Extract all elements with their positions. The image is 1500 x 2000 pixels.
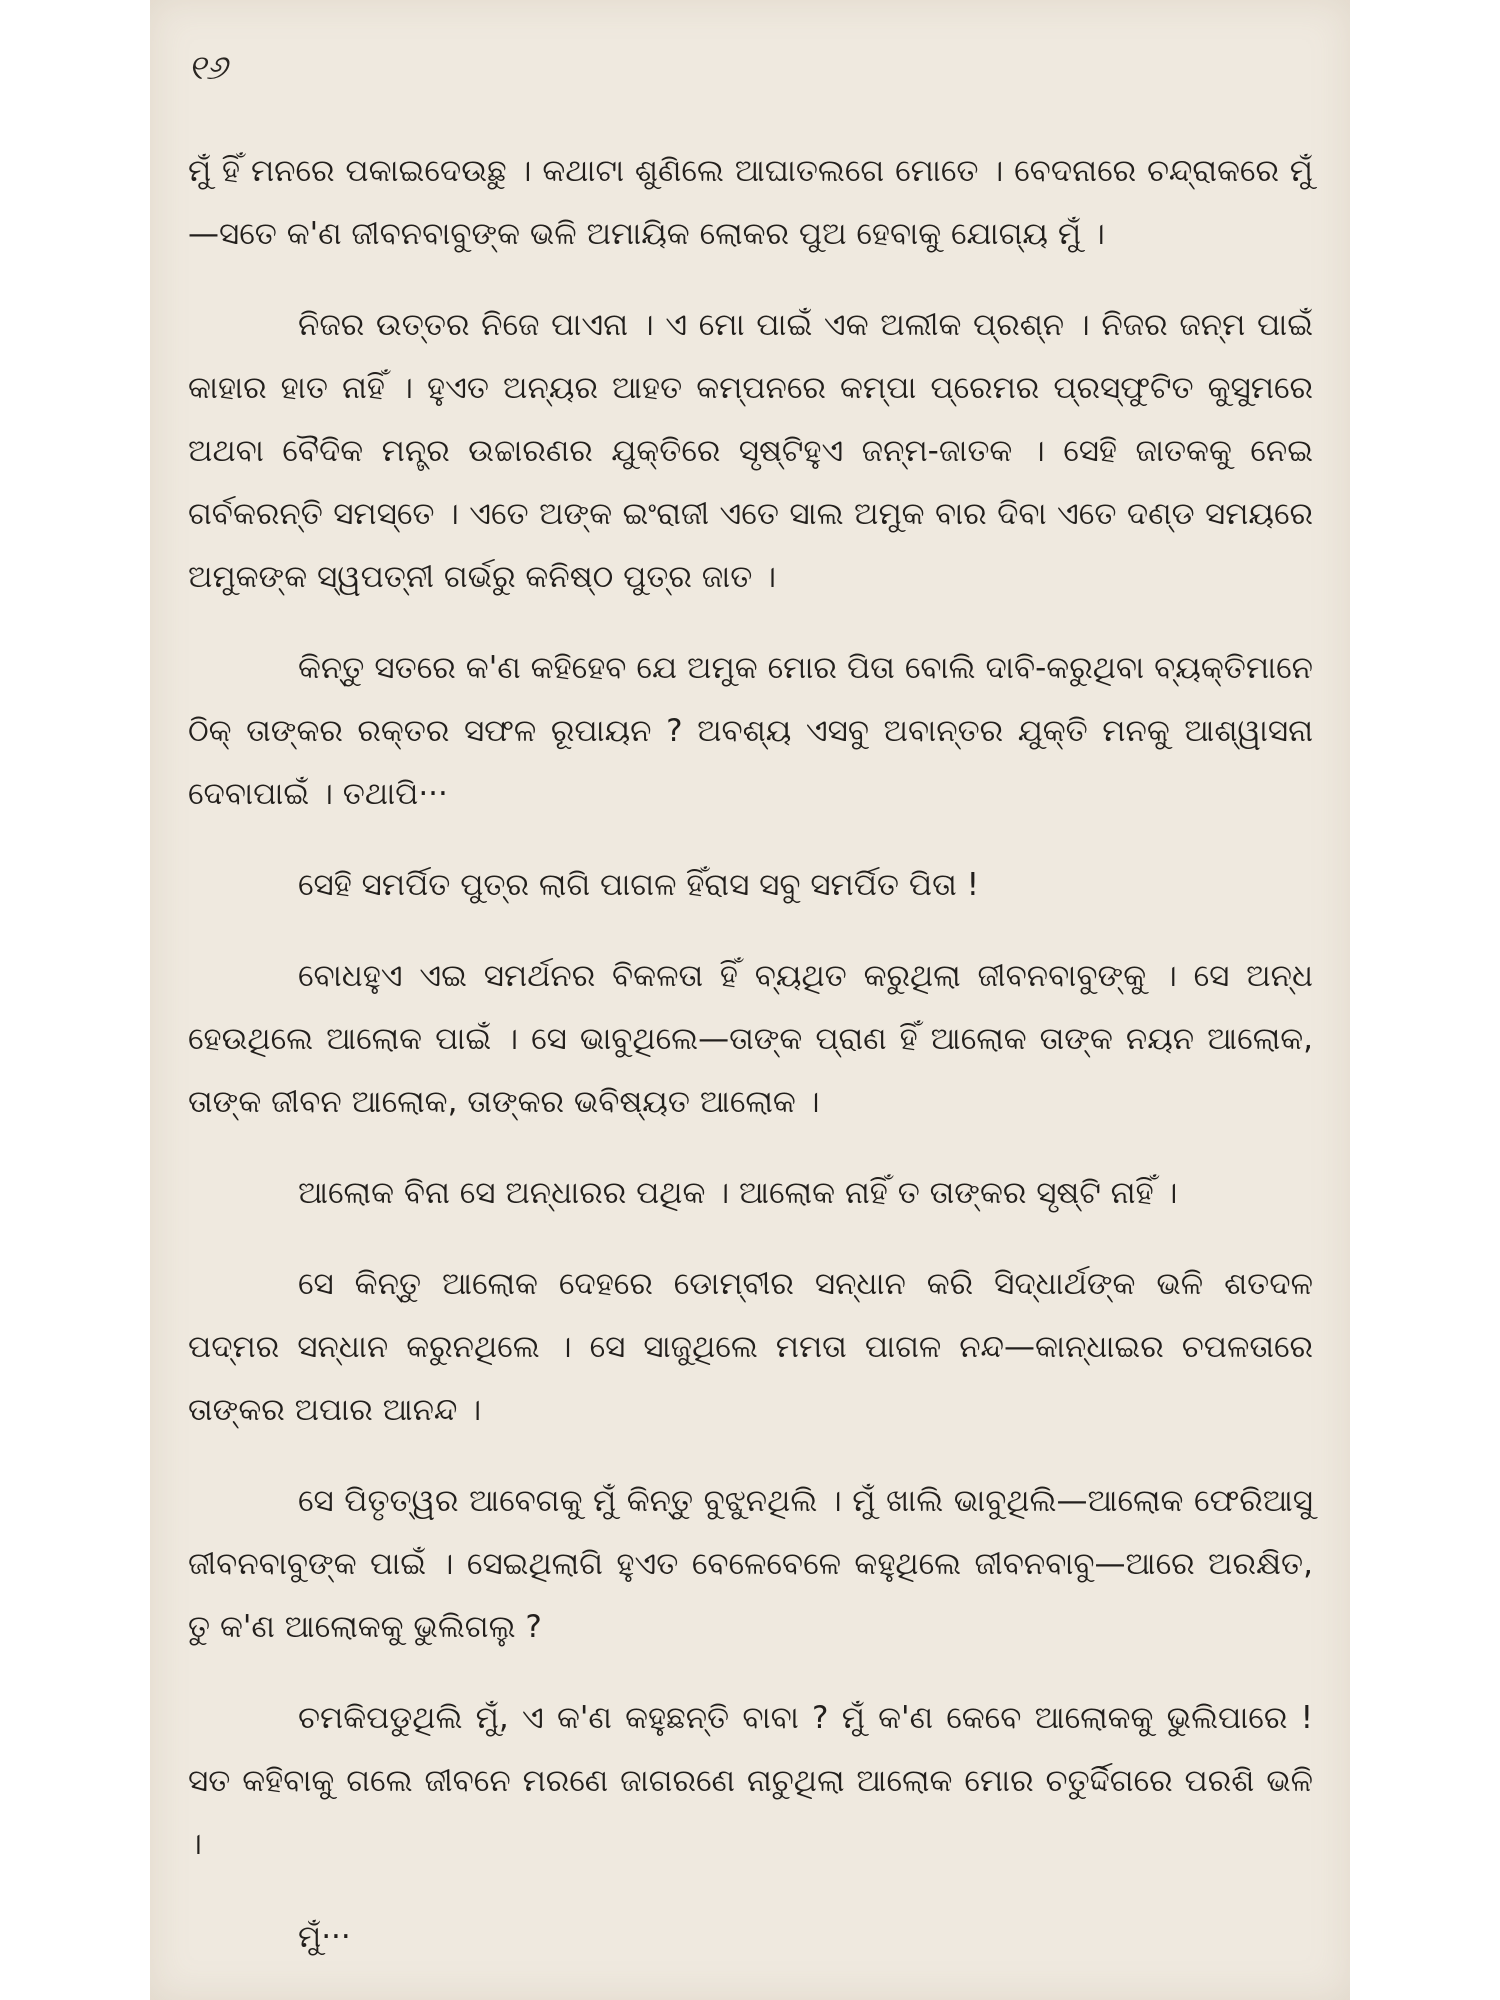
paragraph-1: ମୁଁ ହିଁ ମନରେ ପକାଇଦେଉଛୁ । କଥାଟା ଶୁଣିଲେ ଆଘାତଲଗେ ମୋତେ । ବେଦନାରେ ଚନ୍ଦ୍ରାକରେ ମୁଁ—ସତେ କ'ଣ ଜୀବନବାବୁଙ୍କ ଭଳି ଅମାୟିକ ଲୋକର ପୁଅ ହେବାକୁ ଯୋଗ୍ୟ ମୁଁ । — [188, 153, 1313, 252]
book-page — [150, 0, 1350, 2000]
paragraph-3: କିନ୍ତୁ ସତରେ କ'ଣ କହିହେବ ଯେ ଅମୁକ ମୋର ପିତା ବୋଲି ଦାବି-କରୁଥିବା ବ୍ୟକ୍ତିମାନେ ଠିକ୍ ତାଙ୍କର ରକ୍ତର ସଫଳ ରୂପାୟନ ? ଅବଶ୍ୟ ଏସବୁ ଅବାନ୍ତର ଯୁକ୍ତି ମନକୁ ଆଶ୍ୱାସନା ଦେବାପାଇଁ । ତଥାପି··· — [188, 650, 1313, 812]
paragraph-5: ବୋଧହୁଏ ଏଇ ସମର୍ଥନର ବିକଳତା ହିଁ ବ୍ୟଥିତ କରୁଥିଲା ଜୀବନବାବୁଙ୍କୁ । ସେ ଅନ୍ଧ ହେଉଥିଲେ ଆଲୋକ ପାଇଁ । ସେ ଭାବୁଥିଲେ—ତାଙ୍କ ପ୍ରାଣ ହିଁ ଆଲୋକ ତାଙ୍କ ନୟନ ଆଲୋକ, ତାଙ୍କ ଜୀବନ ଆଲୋକ, ତାଙ୍କର ଭବିଷ୍ୟତ ଆଲୋକ । — [188, 958, 1313, 1120]
paragraph-8: ସେ ପିତୃତ୍ୱର ଆବେଗକୁ ମୁଁ କିନ୍ତୁ ବୁଝୁନଥିଲି । ମୁଁ ଖାଲି ଭାବୁଥିଲି—ଆଲୋକ ଫେରିଆସୁ ଜୀବନବାବୁଙ୍କ ପାଇଁ । ସେଇଥିଲାଗି ହୁଏତ ବେଳେବେଳେ କହୁଥିଲେ ଜୀବନବାବୁ—ଆରେ ଅରକ୍ଷିତ, ତୁ କ'ଣ ଆଲୋକକୁ ଭୁଲିଗଲୁ ? — [188, 1483, 1313, 1645]
paragraph-7: ସେ କିନ୍ତୁ ଆଲୋକ ଦେହରେ ଡୋମ୍ବୀର ସନ୍ଧାନ କରି ସିଦ୍ଧାର୍ଥଙ୍କ ଭଳି ଶତଦଳ ପଦ୍ମର ସନ୍ଧାନ କରୁନଥିଲେ । ସେ ସାଜୁଥିଲେ ମମତା ପାଗଳ ନନ୍ଦ—କାନ୍ଧାଇର ଚପଳତାରେ ତାଙ୍କର ଅପାର ଆନନ୍ଦ । — [188, 1266, 1313, 1428]
paragraph-10: ମୁଁ··· — [298, 1919, 351, 1955]
page-body — [188, 140, 1313, 1997]
paragraph-9: ଚମକିପଡୁଥିଲି ମୁଁ, ଏ କ'ଣ କହୁଛନ୍ତି ବାବା ? ମୁଁ କ'ଣ କେବେ ଆଲୋକକୁ ଭୁଲିପାରେ ! ସତ କହିବାକୁ ଗଲେ ଜୀବନେ ମରଣେ ଜାଗରଣେ ନାଚୁଥିଲା ଆଲୋକ ମୋର ଚତୁର୍ଦ୍ଦିଗରେ ପରଶି ଭଳି । — [188, 1700, 1313, 1862]
paragraph-2: ନିଜର ଉତ୍ତର ନିଜେ ପାଏନା । ଏ ମୋ ପାଇଁ ଏକ ଅଲୀକ ପ୍ରଶ୍ନ । ନିଜର ଜନ୍ମ ପାଇଁ କାହାର ହାତ ନାହିଁ । ହୁଏତ ଅନ୍ୟର ଆହତ କମ୍ପନରେ କମ୍ପା ପ୍ରେମର ପ୍ରସ୍ଫୁଟିତ କୁସୁମରେ ଅଥବା ବୈଦିକ ମନ୍ତ୍ର ଉଚ୍ଚାରଣର ଯୁକ୍ତିରେ ସୃଷ୍ଟିହୁଏ ଜନ୍ମ-ଜାତକ । ସେହି ଜାତକକୁ ନେଇ ଗର୍ବକରନ୍ତି ସମସ୍ତେ । ଏତେ ଅଙ୍କ ଇଂରାଜୀ ଏତେ ସାଲ ଅମୁକ ବାର ଦିବା ଏତେ ଦଣ୍ଡ ସମୟରେ ଅମୁକଙ୍କ ସ୍ୱପତ୍ନୀ ଗର୍ଭରୁ କନିଷ୍ଠ ପୁତ୍ର ଜାତ । — [188, 307, 1313, 595]
paragraph-6: ଆଲୋକ ବିନା ସେ ଅନ୍ଧାରର ପଥିକ । ଆଲୋକ ନାହିଁ ତ ତାଙ୍କର ସୃଷ୍ଟି ନାହିଁ । — [298, 1175, 1178, 1211]
paragraph-4: ସେହି ସମର୍ପିତ ପୁତ୍ର ଲାଗି ପାଗଳ ହିଁରାସ ସବୁ ସମର୍ପିତ ପିତା ! — [298, 867, 979, 903]
page-number: ୧୬ — [188, 48, 228, 88]
